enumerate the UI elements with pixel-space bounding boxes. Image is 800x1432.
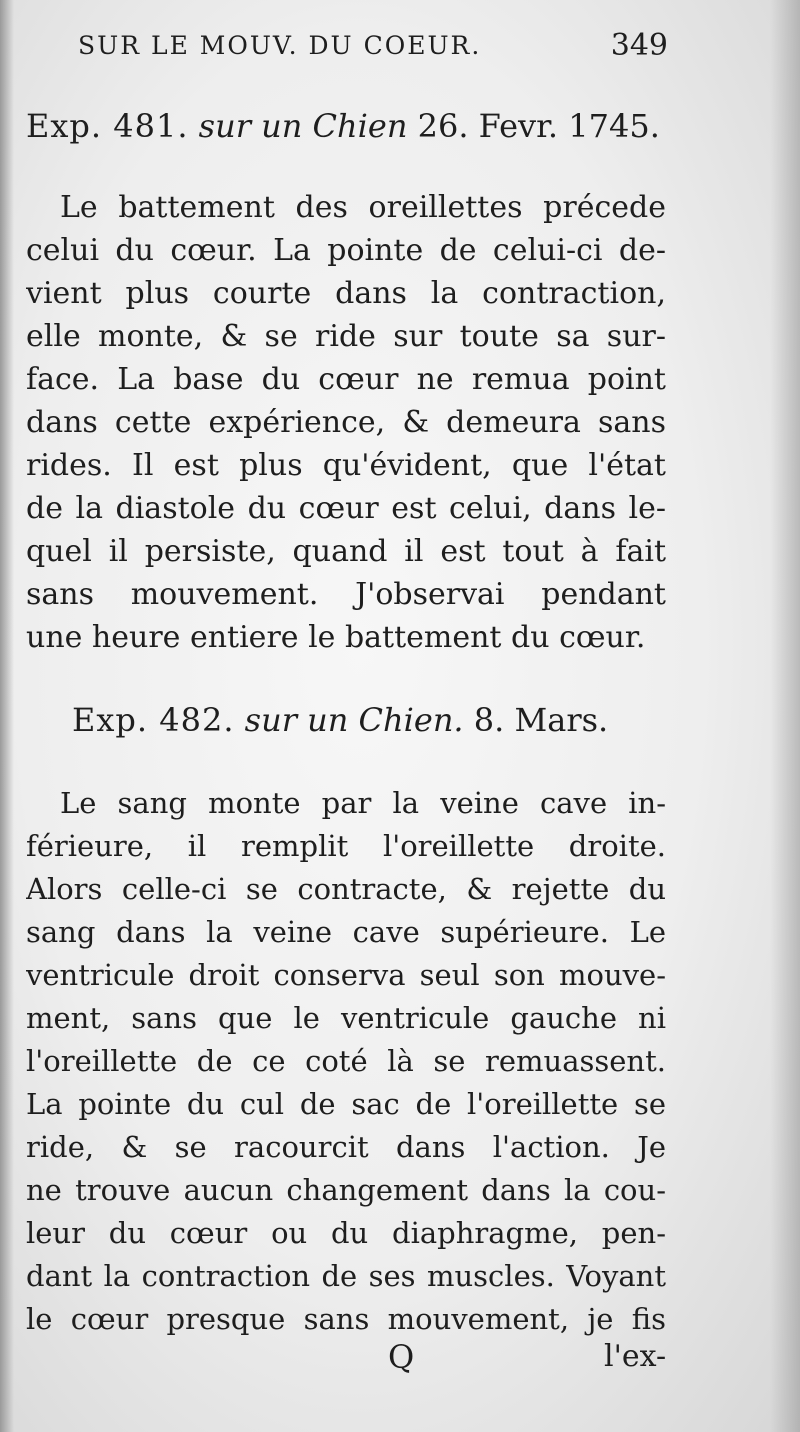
signature-mark: Q xyxy=(388,1338,415,1376)
experiment-subject: sur un Chien xyxy=(198,107,408,145)
text-line: sans mouvement. J'observai pendant xyxy=(26,577,666,612)
experiment-subject: sur un Chien. xyxy=(244,701,464,739)
catchword: l'ex- xyxy=(604,1339,667,1374)
text-line: celui du cœur. La pointe de celui-ci de- xyxy=(26,233,666,268)
text-line: elle monte, & se ride sur toute sa sur- xyxy=(26,319,666,354)
text-line: de la diastole du cœur est celui, dans le- xyxy=(26,491,666,526)
text-line: Alors celle-ci se contracte, & rejette du xyxy=(26,872,666,906)
text-line: sang dans la veine cave supérieure. Le xyxy=(26,915,666,949)
experiment-482-paragraph xyxy=(26,782,666,1341)
text-line: dant la contraction de ses muscles. Voyant xyxy=(26,1259,666,1293)
experiment-date: 8. Mars. xyxy=(473,701,609,739)
text-line: rides. Il est plus qu'évident, que l'état xyxy=(26,448,666,483)
text-line: La pointe du cul de sac de l'oreillette se xyxy=(26,1087,666,1121)
experiment-label: Exp. 481. xyxy=(26,107,189,145)
page-footer xyxy=(0,1332,800,1382)
text-line: férieure, il remplit l'oreillette droite. xyxy=(26,829,666,863)
text-line: Le sang monte par la veine cave in- xyxy=(60,786,666,820)
text-line: ventricule droit conserva seul son mouve- xyxy=(26,958,666,992)
experiment-date: 26. Fevr. 1745. xyxy=(417,107,660,145)
experiment-481-paragraph xyxy=(26,186,666,659)
text-line: vient plus courte dans la contraction, xyxy=(26,276,666,311)
page-number: 349 xyxy=(610,28,668,63)
text-line: une heure entiere le battement du cœur. xyxy=(26,620,646,655)
text-line: dans cette expérience, & demeura sans xyxy=(26,405,666,440)
text-line: face. La base du cœur ne remua point xyxy=(26,362,666,397)
running-title: SUR LE MOUV. DU COEUR. xyxy=(78,31,482,60)
text-line: Le battement des oreillettes précede xyxy=(60,190,666,225)
text-line: le cœur presque sans mouvement, je fis xyxy=(26,1302,666,1336)
experiment-481-heading xyxy=(26,106,660,146)
text-line: ride, & se racourcit dans l'action. Je xyxy=(26,1130,666,1164)
experiment-482-heading xyxy=(72,700,608,740)
experiment-label: Exp. 482. xyxy=(72,701,235,739)
text-line: quel il persiste, quand il est tout à fait xyxy=(26,534,666,569)
text-line: ment, sans que le ventricule gauche ni xyxy=(26,1001,666,1035)
text-line: l'oreillette de ce coté là se remuassent. xyxy=(26,1044,666,1078)
text-line: ne trouve aucun changement dans la cou- xyxy=(26,1173,666,1207)
running-head xyxy=(78,26,668,66)
text-line: leur du cœur ou du diaphragme, pen- xyxy=(26,1216,666,1250)
